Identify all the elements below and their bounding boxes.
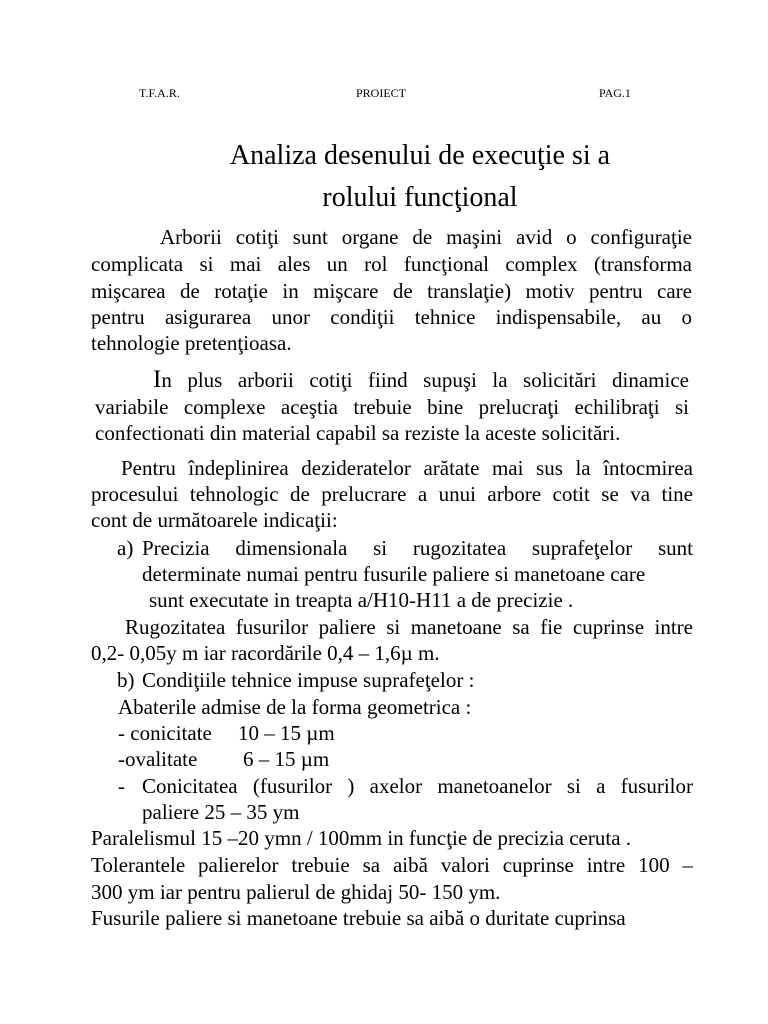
item-b-text: Condiţiile tehnice impuse suprafeţelor : xyxy=(142,668,475,692)
item-b-marker: b) xyxy=(117,668,135,692)
page-title-line-1: Analiza desenului de execuţie si a xyxy=(229,140,611,171)
p1-line-2: complicata si mai ales un rol funcţional complex (transforma xyxy=(91,252,692,276)
p4-line-3: 300 ym iar pentru palierul de ghidaj 50- 150 ym. xyxy=(91,880,501,904)
conicitatea-line-1: Conicitatea (fusurilor ) axelor manetoanelor si a fusurilor xyxy=(142,774,693,798)
p3-line-1: Pentru îndeplinirea dezideratelor arătate mai sus la întocmirea xyxy=(121,456,693,480)
p3-line-2: procesului tehnologic de prelucrare a unui arbore cotit se va tine xyxy=(91,482,693,506)
p2-line-1: In plus arborii cotiţi fiind supuşi la solicitări dinamice xyxy=(153,366,689,393)
conicitate-value: 10 – 15 µm xyxy=(238,721,335,745)
p4-line-2: Tolerantele palierelor trebuie sa aibă valori cuprinse intre 100 – xyxy=(91,853,693,877)
p1-line-1: Arborii cotiţi sunt organe de maşini avid o configuraţie xyxy=(160,225,692,249)
p4-line-1: Paralelismul 15 –20 ymn / 100mm in funcţie de precizia ceruta . xyxy=(91,826,632,850)
conicitatea-dash: - xyxy=(118,774,125,798)
item-a-line-2: determinate numai pentru fusurile paliere si manetoane care xyxy=(142,562,646,586)
ovalitate-label: -ovalitate xyxy=(118,747,198,771)
item-a-line-3: sunt executate in treapta a/H10-H11 a de precizie . xyxy=(149,588,574,612)
item-a-line-1: Precizia dimensionala si rugozitatea suprafeţelor sunt xyxy=(142,536,693,560)
header-right: PAG.1 xyxy=(599,86,631,100)
p2-line-3: confectionati din material capabil sa reziste la aceste solicitări. xyxy=(95,421,621,445)
p2-line-2: variabile complexe aceştia trebuie bine prelucraţi echilibraţi si xyxy=(95,395,689,419)
header-left: T.F.A.R. xyxy=(139,86,180,100)
conicitatea-line-2: paliere 25 – 35 ym xyxy=(142,800,300,824)
rugozitate-line-2: 0,2- 0,05y m iar racordările 0,4 – 1,6µ m. xyxy=(91,641,440,665)
page-title-line-2: rolului funcţional xyxy=(322,182,518,213)
p1-line-5: tehnologie pretenţioasa. xyxy=(91,331,292,355)
rugozitate-line-1: Rugozitatea fusurilor paliere si manetoane sa fie cuprinse intre xyxy=(125,615,693,639)
header-center: PROIECT xyxy=(356,86,407,100)
p4-line-4: Fusurile paliere si manetoane trebuie sa aibă o duritate cuprinsa xyxy=(91,906,626,930)
p1-line-4: pentru asigurarea unor condiţii tehnice indispensabile, au o xyxy=(91,305,692,329)
p1-line-3: mişcarea de rotaţie in mişcare de translaţie) motiv pentru care xyxy=(91,279,692,303)
drop-cap: I xyxy=(153,366,162,393)
conicitate-label: - conicitate xyxy=(118,721,212,745)
p3-line-3: cont de următoarele indicaţii: xyxy=(91,508,338,532)
item-a-marker: a) xyxy=(117,536,134,560)
ovalitate-value: 6 – 15 µm xyxy=(243,747,330,771)
abateri-heading: Abaterile admise de la forma geometrica : xyxy=(118,695,472,719)
